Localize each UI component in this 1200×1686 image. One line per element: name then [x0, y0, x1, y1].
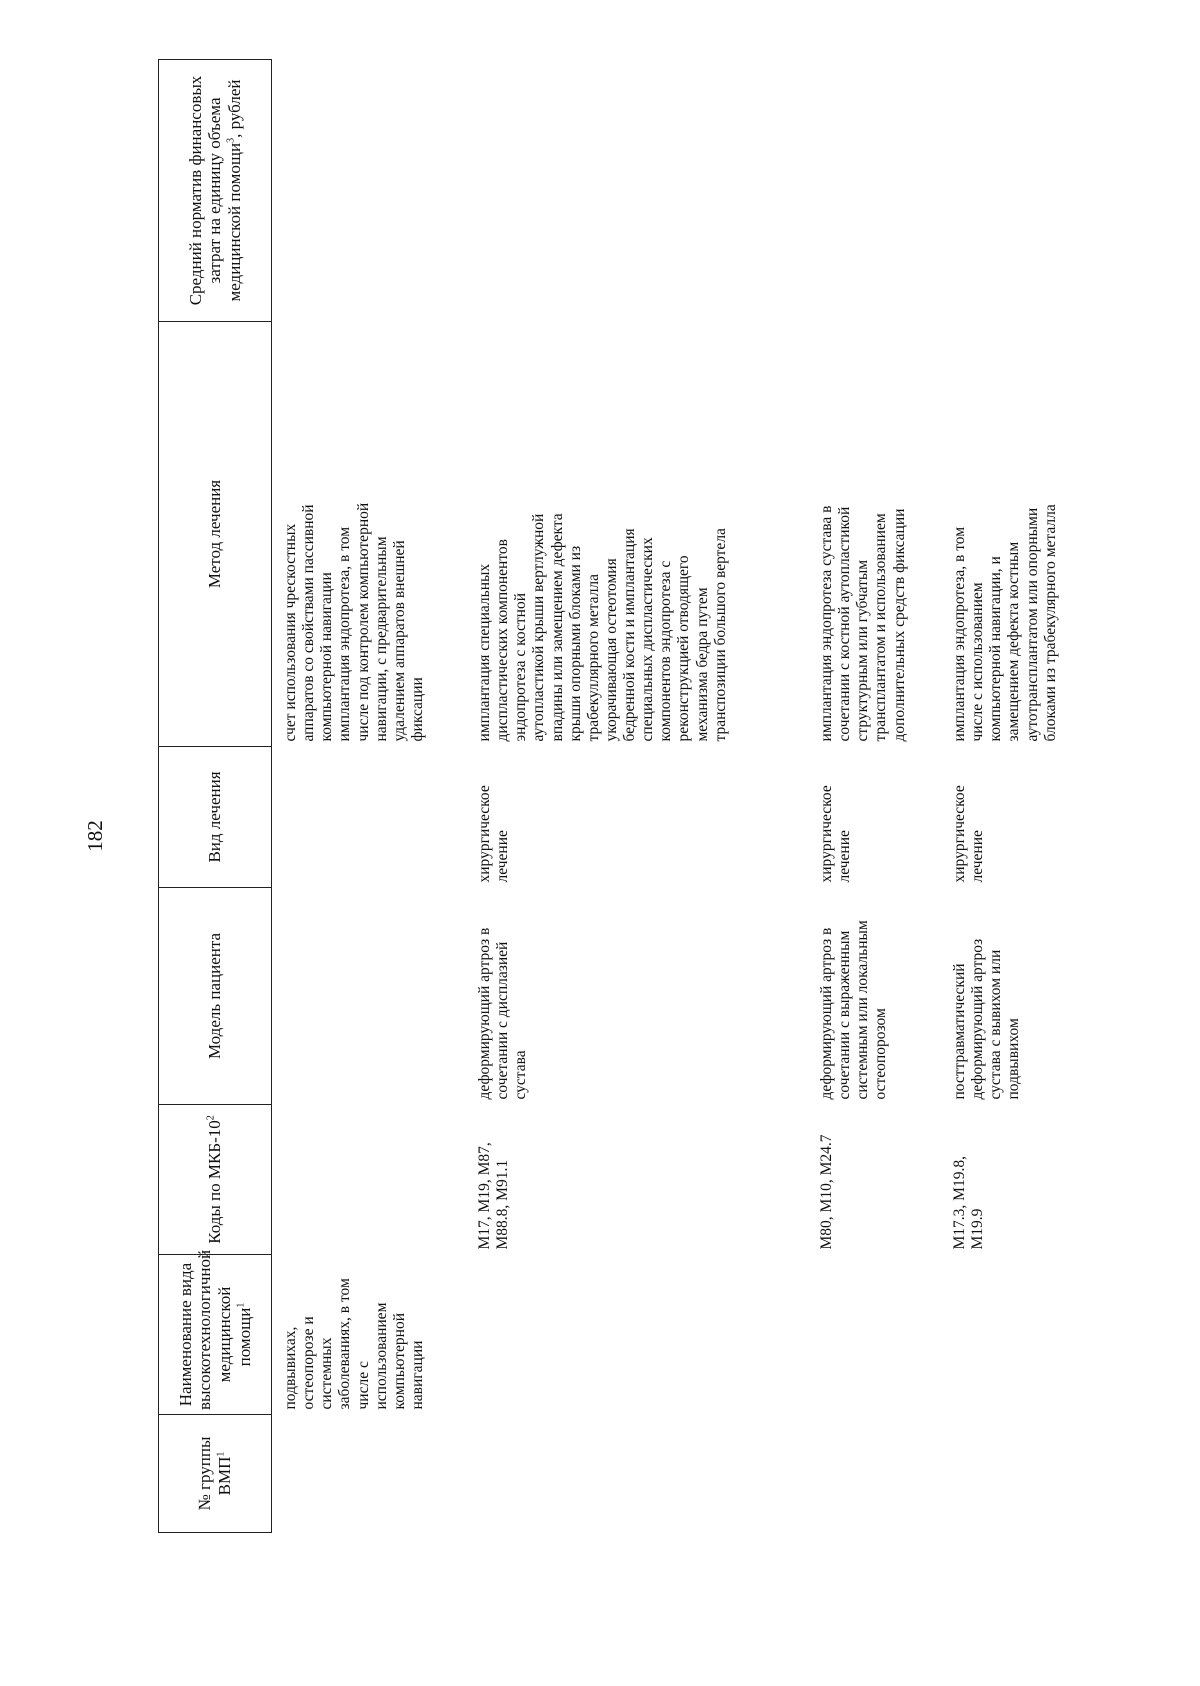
cell-treatment-type: хирургическое лечение [476, 785, 512, 883]
cell-icd-codes [272, 1105, 469, 1255]
cell-icd-codes: M80, M10, M24.7 [818, 1134, 835, 1250]
cell-cost-norm [945, 60, 1071, 322]
cell-treatment-method: счет использования чрескостных аппаратов со свойствами пассивной компьютерной навигации имплантация эндопротеза, в том числе под контролем компьютерной навигации, с предварительным удалением аппаратов внешней фиксации [282, 502, 426, 742]
header-patient-model: Модель пациента [159, 888, 272, 1105]
cell-patient-model [272, 888, 469, 1105]
cell-group-number [812, 1415, 945, 1533]
cell-cost-norm [468, 60, 812, 322]
cell-treatment-type: хирургическое лечение [951, 785, 987, 883]
cell-patient-model: деформирующий артроз в сочетании с выраженным системным или локальным остеопорозом [818, 920, 890, 1100]
page-number: 182 [83, 820, 107, 852]
cell-treatment-type: хирургическое лечение [818, 785, 854, 883]
cell-treatment-method: имплантация эндопротеза сустава в сочетании с костной аутопластикой структурным или губчатым трансплантатом и использованием дополнительных средств фиксации [818, 505, 908, 742]
vmp-table [158, 59, 1071, 1533]
cell-cost-norm [812, 60, 945, 322]
header-vmp-name: Наименование вида высокотехнологичной медицинской помощи$^1$ [159, 1255, 272, 1415]
table-row [468, 60, 812, 1533]
header-cost-norm: Средний норматив финансовых затрат на единицу объема медицинской помощи$^3$, рублей [159, 60, 272, 322]
cell-icd-codes: M17, M19, M87, M88.8, M91.1 [476, 1142, 512, 1250]
header-treatment-method: Метод лечения [159, 322, 272, 747]
cell-vmp-name [468, 1255, 812, 1415]
cell-vmp-name: подвывихах, остеопорозе и системных заболеваниях, в том числе с использованием компьютерной навигации [282, 1278, 426, 1410]
cell-treatment-method: имплантация специальных диспластических компонентов эндопротеза с костной аутопластикой крыши вертлужной впадины или замещением дефекта крыши опорными блоками из трабекуллярного металла укорачивающая остеотомия бедренной кости и имплантация специальных диспластических компонентов эндопротеза с реконструкцией отводящего механизма бедра путем транспозиции большого вертела [476, 513, 729, 742]
cell-group-number [272, 1415, 469, 1533]
cell-cost-norm [272, 60, 469, 322]
cell-treatment-method: имплантация эндопротеза, в том числе с использованием компьютерной навигации, и замещением дефекта костным аутотрансплантатом или опорными блоками из трабекулярного металла [951, 504, 1059, 742]
cell-patient-model: деформирующий артроз в сочетании с дисплазией сустава [476, 927, 530, 1100]
table-row [945, 60, 1071, 1533]
cell-group-number [945, 1415, 1071, 1533]
table-row [812, 60, 945, 1533]
table-header-row [159, 60, 272, 1533]
header-group-number: № группы ВМП$^1$ [159, 1415, 272, 1533]
cell-group-number [468, 1415, 812, 1533]
table-row [272, 60, 469, 1533]
header-icd-codes: Коды по МКБ-$10^2$ [159, 1105, 272, 1255]
header-treatment-type: Вид лечения [159, 747, 272, 888]
cell-vmp-name [945, 1255, 1071, 1415]
cell-vmp-name [812, 1255, 945, 1415]
cell-patient-model: посттравматический деформирующий артроз сустава с вывихом или подвывихом [951, 938, 1023, 1100]
cell-icd-codes: M17.3, M19.8, M19.9 [951, 1156, 987, 1250]
cell-treatment-type [272, 747, 469, 888]
